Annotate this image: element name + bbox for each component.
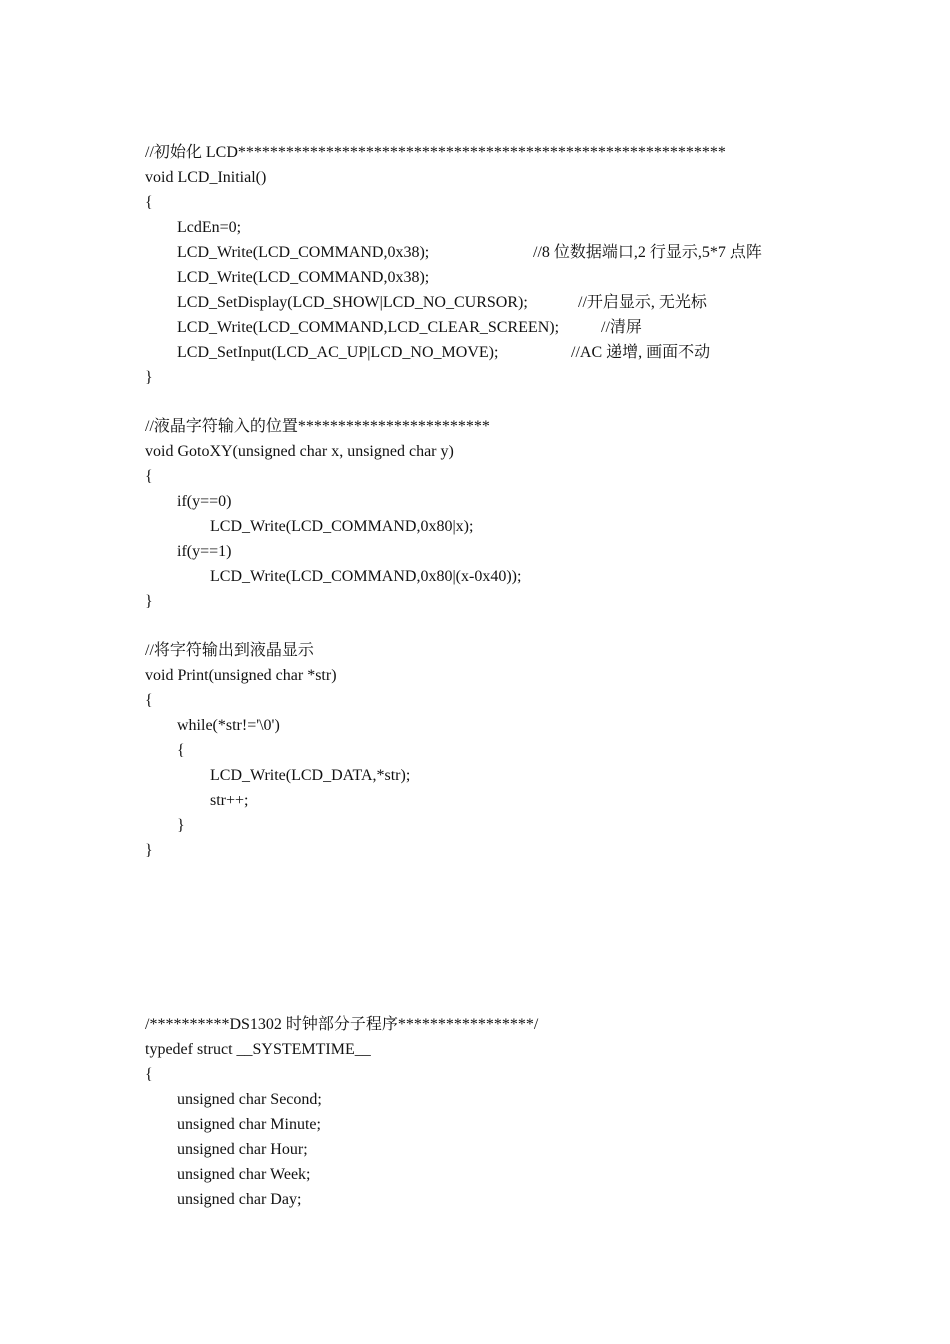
code-line: LCD_Write(LCD_COMMAND,0x80|x); bbox=[210, 518, 474, 535]
close-brace: } bbox=[145, 593, 153, 610]
code-line: LCD_Write(LCD_DATA,*str); bbox=[210, 767, 411, 784]
close-brace: } bbox=[177, 817, 185, 834]
close-brace: } bbox=[145, 369, 153, 386]
open-brace: { bbox=[177, 742, 185, 759]
code-line: LCD_SetDisplay(LCD_SHOW|LCD_NO_CURSOR); bbox=[177, 294, 528, 311]
typedef-struct-line: typedef struct __SYSTEMTIME__ bbox=[145, 1041, 371, 1058]
code-line: LCD_Write(LCD_COMMAND,0x38); bbox=[177, 244, 430, 261]
code-line: str++; bbox=[210, 792, 249, 809]
close-brace: } bbox=[145, 842, 153, 859]
function-signature-lcd-initial: void LCD_Initial() bbox=[145, 169, 267, 186]
struct-field: unsigned char Week; bbox=[177, 1166, 311, 1183]
open-brace: { bbox=[145, 692, 153, 709]
comment-init-lcd: //初始化 LCD************************************************************* bbox=[145, 144, 726, 161]
code-line: LCD_Write(LCD_COMMAND,LCD_CLEAR_SCREEN); bbox=[177, 319, 560, 336]
struct-field: unsigned char Minute; bbox=[177, 1116, 321, 1133]
code-comment: //开启显示, 无光标 bbox=[578, 294, 707, 311]
struct-field: unsigned char Hour; bbox=[177, 1141, 308, 1158]
comment-ds1302-section: /**********DS1302 时钟部分子程序*****************/ bbox=[145, 1016, 539, 1033]
open-brace: { bbox=[145, 194, 153, 211]
code-line: while(*str!='\0') bbox=[177, 717, 280, 734]
code-line: LCD_Write(LCD_COMMAND,0x38); bbox=[177, 269, 430, 286]
function-signature-gotoxy: void GotoXY(unsigned char x, unsigned char y) bbox=[145, 443, 454, 460]
struct-field: unsigned char Second; bbox=[177, 1091, 322, 1108]
code-comment: //8 位数据端口,2 行显示,5*7 点阵 bbox=[533, 244, 762, 261]
code-comment: //AC 递增, 画面不动 bbox=[571, 344, 711, 361]
open-brace: { bbox=[145, 468, 153, 485]
function-signature-print: void Print(unsigned char *str) bbox=[145, 667, 337, 684]
code-line: LcdEn=0; bbox=[177, 219, 242, 236]
code-line: if(y==0) bbox=[177, 493, 232, 510]
code-line: LCD_Write(LCD_COMMAND,0x80|(x-0x40)); bbox=[210, 568, 522, 585]
open-brace: { bbox=[145, 1066, 153, 1083]
struct-field: unsigned char Day; bbox=[177, 1191, 302, 1208]
comment-lcd-position: //液晶字符输入的位置************************ bbox=[145, 418, 490, 435]
comment-print-to-lcd: //将字符输出到液晶显示 bbox=[145, 642, 314, 659]
code-line: if(y==1) bbox=[177, 543, 232, 560]
code-comment: //清屏 bbox=[601, 319, 642, 336]
code-line: LCD_SetInput(LCD_AC_UP|LCD_NO_MOVE); bbox=[177, 344, 499, 361]
